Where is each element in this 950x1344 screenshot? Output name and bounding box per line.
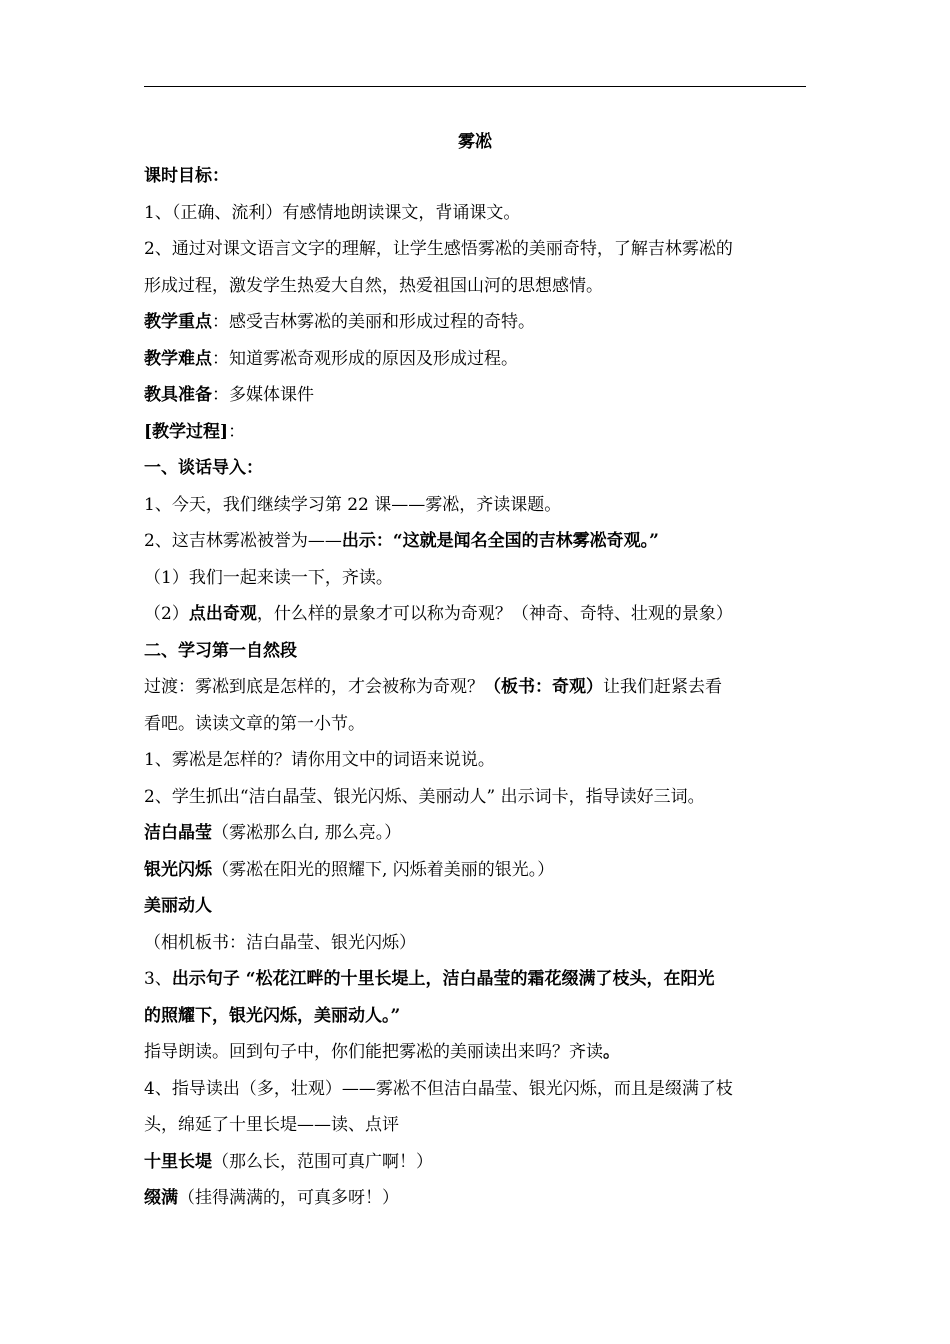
bold-text-segment: 十里长堤 — [144, 1151, 212, 1172]
bold-text-segment: 缀满 — [144, 1188, 178, 1208]
text-segment: 2、通过对课文语言文字的理解，让学生感悟雾凇的美丽奇特，了解吉林雾凇的 — [144, 239, 733, 259]
text-line — [144, 560, 806, 597]
text-segment: 让我们赶紧去看 — [603, 677, 722, 697]
text-line — [144, 742, 806, 779]
bold-text-segment: [教学过程] — [144, 421, 229, 442]
text-line — [144, 669, 806, 706]
text-line — [144, 377, 806, 414]
text-segment: ，什么样的景象才可以称为奇观？（神奇、奇特、壮观的景象） — [256, 604, 733, 624]
text-line — [144, 852, 806, 889]
text-line — [144, 231, 806, 268]
bold-text-segment: 一、谈话导入： — [144, 458, 263, 478]
bold-text-segment: 洁白晶莹 — [144, 823, 212, 843]
text-line — [144, 450, 806, 487]
text-segment: 3、 — [144, 969, 172, 989]
bold-text-segment: 。 — [603, 1042, 620, 1062]
text-segment: 2、学生抓出“洁白晶莹、银光闪烁、美丽动人” 出示词卡，指导读好三词。 — [144, 786, 705, 807]
text-segment: （雾凇那么白, 那么亮。） — [212, 823, 402, 843]
bold-text-segment: 出示：“这就是闻名全国的吉林雾凇奇观。” — [341, 531, 659, 551]
text-line — [144, 1144, 806, 1181]
text-segment: （2） — [144, 604, 189, 624]
bold-text-segment: 点出奇观 — [188, 604, 257, 624]
text-segment: 1、雾凇是怎样的？请你用文中的词语来说说。 — [144, 750, 495, 770]
text-segment: 看吧。读读文章的第一小节。 — [144, 713, 365, 734]
text-segment: （那么长，范围可真广啊！） — [212, 1151, 433, 1172]
text-line — [144, 341, 806, 378]
bold-text-segment: 美丽动人 — [144, 896, 212, 916]
text-line — [144, 815, 806, 852]
bold-text-segment: 二、学习第一自然段 — [144, 640, 297, 661]
text-line — [144, 596, 806, 633]
text-line — [144, 158, 806, 195]
text-segment: 2、这吉林雾凇被誉为—— — [144, 531, 342, 551]
text-line — [144, 523, 806, 560]
bold-text-segment: （板书：奇观） — [484, 677, 603, 697]
bold-text-segment: 教学重点 — [144, 312, 212, 332]
text-segment: ： — [228, 421, 246, 442]
text-line — [144, 414, 806, 451]
text-line — [144, 633, 806, 670]
text-segment: 1、今天，我们继续学习第 22 课——雾凇，齐读课题。 — [144, 494, 562, 515]
text-segment: 形成过程，激发学生热爱大自然，热爱祖国山河的思想感情。 — [144, 275, 603, 296]
text-line — [144, 1071, 806, 1108]
text-segment: （雾凇在阳光的照耀下, 闪烁着美丽的银光。） — [212, 859, 555, 880]
text-segment: （1）我们一起来读一下，齐读。 — [144, 567, 393, 588]
text-segment: 头，绵延了十里长堤——读、点评 — [144, 1115, 399, 1135]
document-body — [144, 158, 806, 1217]
text-line — [144, 304, 806, 341]
bold-text-segment: 银光闪烁 — [144, 859, 212, 880]
text-line — [144, 961, 806, 998]
text-line — [144, 888, 806, 925]
bold-text-segment: 教学难点 — [144, 348, 212, 369]
text-segment: 4、指导读出（多，壮观）——雾凇不但洁白晶莹、银光闪烁，而且是缀满了枝 — [144, 1078, 733, 1099]
text-line — [144, 268, 806, 305]
text-line — [144, 195, 806, 232]
text-segment: 1、（正确、流利）有感情地朗读课文，背诵课文。 — [144, 202, 521, 223]
text-line — [144, 779, 806, 816]
text-segment: （挂得满满的，可真多呀！） — [178, 1188, 399, 1208]
bold-text-segment: 课时目标： — [144, 166, 229, 186]
text-segment: 过渡：雾凇到底是怎样的，才会被称为奇观？ — [144, 677, 484, 697]
bold-text-segment: 的照耀下，银光闪烁，美丽动人。” — [144, 1005, 401, 1026]
text-line — [144, 1034, 806, 1071]
header-rule — [144, 86, 806, 87]
text-segment: ：感受吉林雾凇的美丽和形成过程的奇特。 — [212, 312, 535, 332]
text-segment: ：多媒体课件 — [212, 385, 314, 405]
text-line — [144, 925, 806, 962]
text-segment: （相机板书：洁白晶莹、银光闪烁） — [144, 932, 416, 953]
text-line — [144, 706, 806, 743]
text-line — [144, 998, 806, 1035]
text-segment: 指导朗读。回到句子中，你们能把雾凇的美丽读出来吗？齐读 — [144, 1042, 603, 1062]
text-segment: ：知道雾凇奇观形成的原因及形成过程。 — [212, 348, 518, 369]
text-line — [144, 1107, 806, 1144]
bold-text-segment: 教具准备 — [144, 385, 212, 405]
text-line — [144, 487, 806, 524]
text-line — [144, 1180, 806, 1217]
document-title: 雾凇 — [458, 132, 492, 152]
bold-text-segment: 出示句子 “松花江畔的十里长堤上，洁白晶莹的霜花缀满了枝头，在阳光 — [171, 969, 715, 989]
